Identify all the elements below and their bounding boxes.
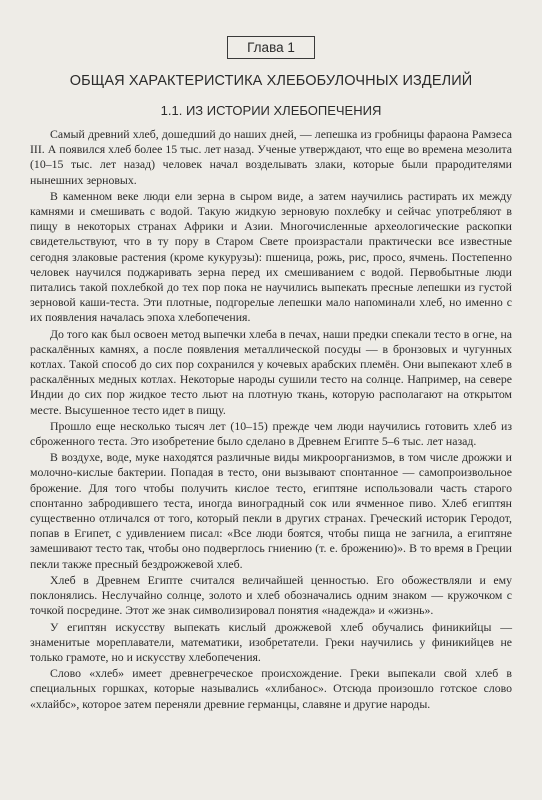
paragraph: У египтян искусству выпекать кислый дрожжевой хлеб обучались финикийцы — знаменитые мореплаватели, математики, изобретатели. Греки научились у финикийцев не только грамоте, но и искусству хлебопечения. (30, 619, 512, 664)
paragraph: В каменном веке люди ели зерна в сыром виде, а затем научились растирать их между камнями и смешивать с водой. Такую жидкую зерновую похлебку и сейчас употребляют в пищу в некоторых странах Африки и Азии. Многочисленные археологические раскопки свидетельствуют, что в ту пору в Старом Свете произрастали практически все известные сегодня злаковые растения (кроме кукурузы): пшеница, рожь, рис, просо, ячмень. Постепенно человек научился поджаривать зерна перед их смешиванием с водой. Первобытные люди питались такой похлебкой до тех пор пока не научились выпекать пресные лепешки из густой зерновой каши-теста. Эти плотные, подгорелые лепешки мало напоминали хлеб, но именно с их появления началась эпоха хлебопечения. (30, 188, 512, 325)
paragraph: Самый древний хлеб, дошедший до наших дней, — лепешка из гробницы фараона Рамзеса III. А появился хлеб более 15 тыс. лет назад. Ученые утверждают, что еще во времена мезолита (10–15 тыс. лет назад) человек начал возделывать злаки, которые были прародителями нынешних зерновых. (30, 127, 512, 187)
paragraph: В воздухе, воде, муке находятся различные виды микроорганизмов, в том числе дрожжи и молочно-кислые бактерии. Попадая в тесто, они вызывают спонтанное — самопроизвольное брожение. Для того чтобы получить кислое тесто, египтяне использовали часть старого спонтанно забродившего теста, иногда виноградный сок или ячменное пиво. Хлеб египтян существенно отличался от того, который пекли в других странах. Греческий историк Геродот, попав в Египет, с удивлением писал: «Все люди боятся, чтобы пища не загнила, а египтяне замешивают тесто так, чтобы оно подверглось гниению (т. е. брожению)». В то время в Греции пекли также пресный бездрожжевой хлеб. (30, 450, 512, 571)
paragraph: До того как был освоен метод выпечки хлеба в печах, наши предки спекали тесто в огне, на раскалённых камнях, а после появления металлической посуды — в бронзовых и чугунных котлах. Такой способ до сих пор сохранился у кочевых арабских племён. Они выпекают хлеб в раскалённых медных котлах. Некоторые народы сушили тесто на солнце. Например, на севере Индии до сих пор жидкое тесто льют на плотную ткань, которую располагают на открытом месте. Высушенное тесто идет в пищу. (30, 326, 512, 417)
chapter-title: ОБЩАЯ ХАРАКТЕРИСТИКА ХЛЕБОБУЛОЧНЫХ ИЗДЕЛИЙ (69, 73, 473, 89)
chapter-label: Глава 1 (227, 36, 315, 59)
paragraph: Прошло еще несколько тысяч лет (10–15) прежде чем люди научились готовить хлеб из сброженного теста. Это изобретение было сделано в Древнем Египте 5–6 тыс. лет назад. (30, 418, 512, 449)
paragraph: Хлеб в Древнем Египте считался величайшей ценностью. Его обожествляли и ему поклонялись. Неслучайно солнце, золото и хлеб обозначались одним знаком — кружочком с точкой посредине. Этот же знак символизировал понятия «надежда» и «жизнь». (30, 572, 512, 618)
section-heading: 1.1. ИЗ ИСТОРИИ ХЛЕБОПЕЧЕНИЯ (160, 103, 382, 118)
paragraph: Слово «хлеб» имеет древнегреческое происхождение. Греки выпекали свой хлеб в специальных горшках, которые назывались «хлибанос». Отсюда произошло готское слово «хлайбс», которое затем переняли древние германцы, славяне и другие народы. (30, 666, 512, 711)
body-text (30, 127, 512, 712)
